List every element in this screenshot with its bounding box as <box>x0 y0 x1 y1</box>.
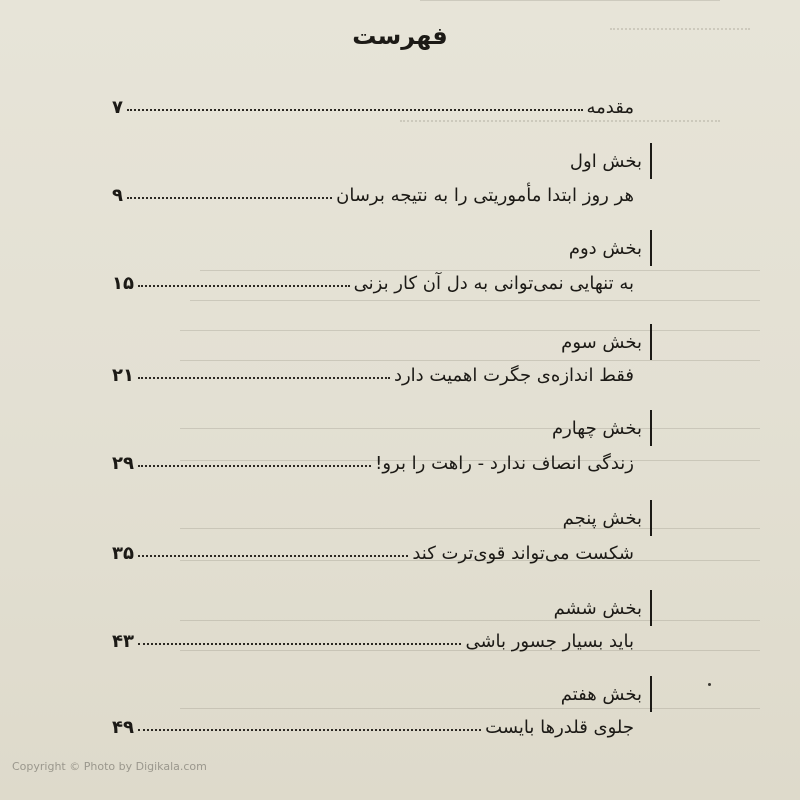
toc-page-number: ۴۹ <box>112 717 134 738</box>
show-through-text <box>180 520 760 529</box>
toc-entry <box>112 708 634 738</box>
dot-leader <box>138 285 350 287</box>
show-through-text <box>180 322 760 331</box>
section-heading: بخش ششم <box>554 590 652 626</box>
toc-entry-label: فقط اندازه‌ی جگرت اهمیت دارد <box>393 365 634 386</box>
section-heading: بخش اول <box>570 143 652 179</box>
toc-entry-label: هر روز ابتدا مأموریتی را به نتیجه برسان <box>336 185 634 206</box>
toc-page-number: ۴۳ <box>112 631 134 652</box>
page-title: فهرست <box>352 22 448 50</box>
dot-leader <box>138 555 408 557</box>
toc-entry-label: زندگی انصاف ندارد - راهت را برو! <box>375 453 634 474</box>
section-heading: بخش دوم <box>569 230 652 266</box>
toc-page-number: ۷ <box>112 97 123 118</box>
paper-speck <box>708 683 711 686</box>
dot-leader <box>138 377 390 379</box>
toc-entry <box>112 534 634 564</box>
section-heading: بخش پنجم <box>563 500 652 536</box>
dot-leader <box>138 465 371 467</box>
dot-leader <box>138 643 461 645</box>
toc-entry-label: جلوی قلدرها بایست <box>485 717 634 738</box>
toc-page-number: ۲۱ <box>112 365 134 386</box>
toc-entry <box>112 176 634 206</box>
toc-entry-label: به تنهایی نمی‌توانی به دل آن کار بزنی <box>353 273 634 294</box>
dot-leader <box>127 109 583 111</box>
dot-leader <box>138 729 481 731</box>
section-heading: بخش هفتم <box>561 676 652 712</box>
toc-entry-label: باید بسیار جسور باشی <box>465 631 634 652</box>
section-heading: بخش سوم <box>561 324 652 360</box>
toc-entry-label: مقدمه <box>586 97 634 118</box>
toc-page-number: ۳۵ <box>112 543 134 564</box>
dot-leader <box>127 197 332 199</box>
copyright-watermark: Copyright © Photo by Digikala.com <box>12 760 207 773</box>
toc-entry <box>112 356 634 386</box>
section-heading: بخش چهارم <box>552 410 652 446</box>
show-through-text <box>180 612 760 621</box>
toc-entry-intro <box>112 88 634 118</box>
show-through-text <box>420 0 720 21</box>
toc-page-number: ۱۵ <box>112 273 134 294</box>
toc-entry-label: شکست می‌تواند قوی‌ترت کند <box>412 543 634 564</box>
toc-entry <box>112 264 634 294</box>
toc-page-number: ۲۹ <box>112 453 134 474</box>
toc-entry <box>112 444 634 474</box>
toc-entry <box>112 622 634 652</box>
toc-page-number: ۹ <box>112 185 123 206</box>
show-through-text <box>180 420 760 429</box>
